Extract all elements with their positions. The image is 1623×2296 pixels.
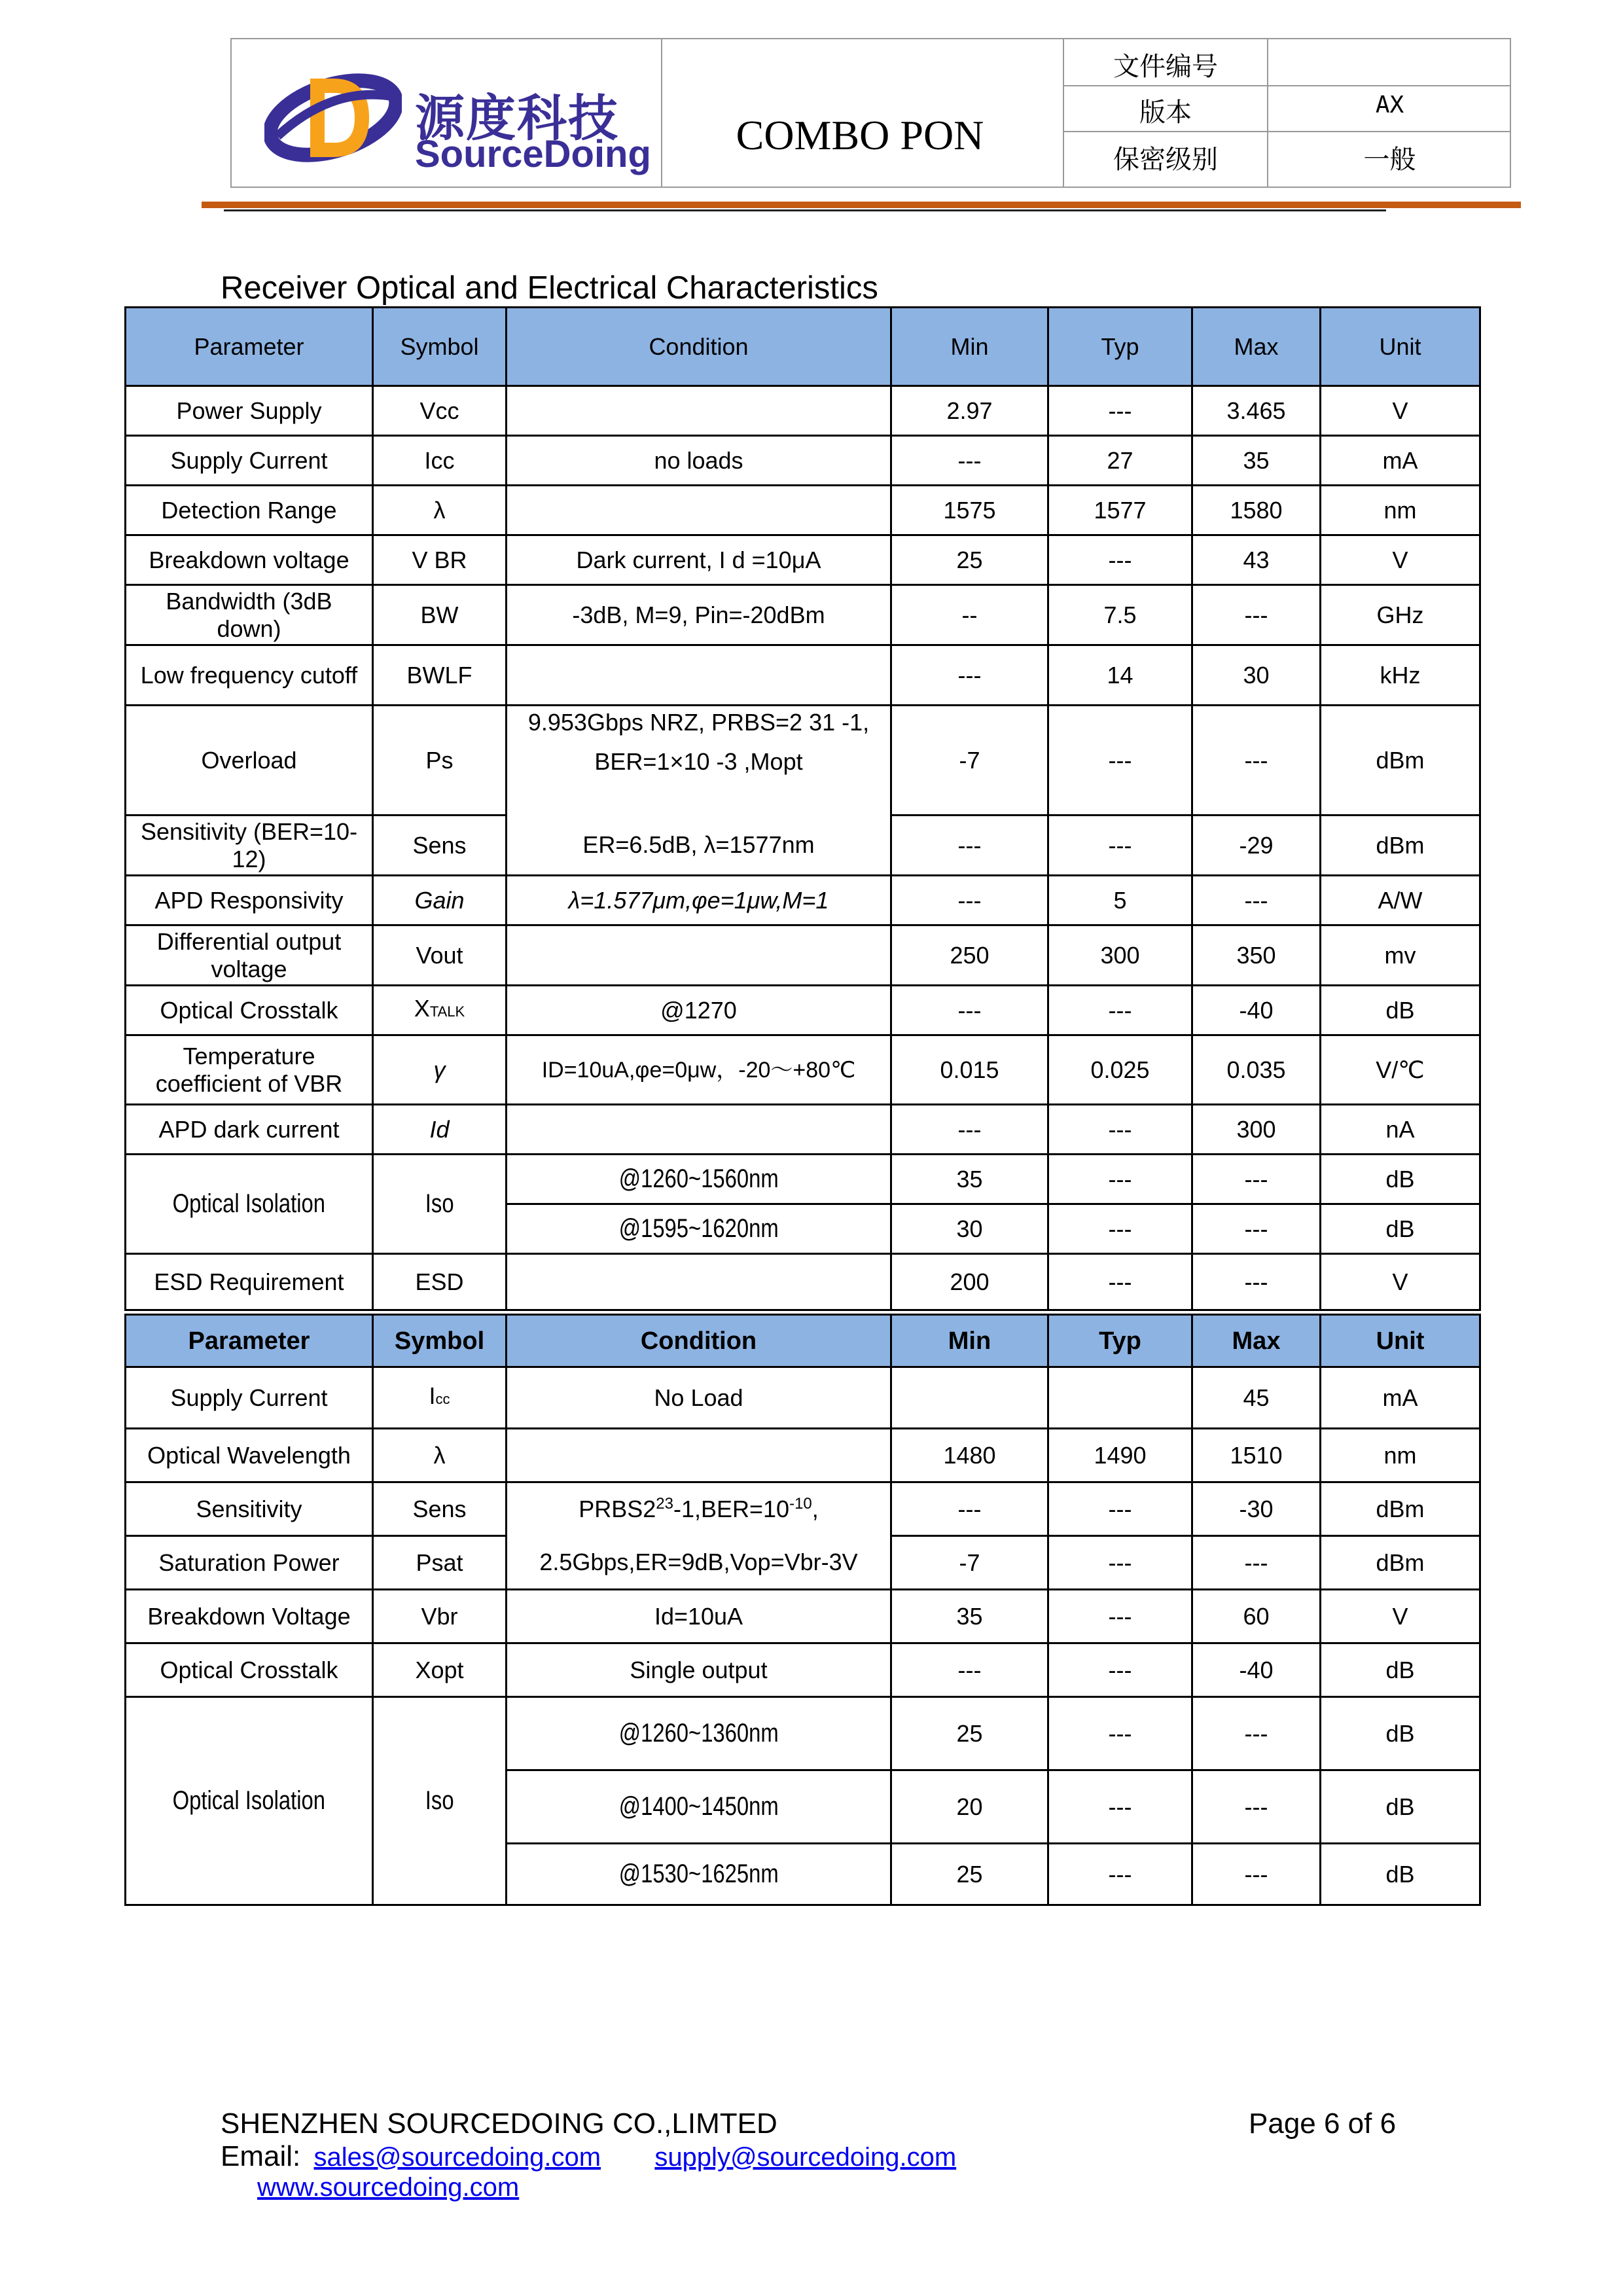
cell-unit: V	[1321, 535, 1480, 585]
cell-unit: dB	[1321, 1204, 1480, 1254]
field-label-confidentiality: 保密级别	[1113, 145, 1218, 175]
condition-text: @1260~1360nm	[618, 1719, 779, 1748]
header-min: Min	[891, 1315, 1048, 1367]
table-row	[126, 436, 1480, 486]
cell-max: 300	[1192, 1105, 1321, 1155]
cell-condition: ER=6.5dB, λ=1577nm	[507, 816, 891, 876]
table-row	[126, 1105, 1480, 1155]
cell-symbol: Sens	[373, 816, 507, 876]
cell-max: 1510	[1192, 1429, 1321, 1482]
cell-unit: V/℃	[1321, 1035, 1480, 1105]
footer-company: SHENZHEN SOURCEDOING CO.,LIMTED	[221, 2108, 777, 2140]
cell-condition: no loads	[507, 436, 891, 486]
cell-symbol: Vout	[373, 925, 507, 986]
symbol-subscript: TALK	[429, 1003, 465, 1020]
cell-condition: Id=10uA	[507, 1590, 891, 1643]
cell-typ: ---	[1048, 1204, 1192, 1254]
condition-line: BER=1×10 -3 ,Mopt	[594, 748, 803, 775]
cell-unit: dBm	[1321, 816, 1480, 876]
cell-condition	[507, 1105, 891, 1155]
cell-param: Breakdown Voltage	[126, 1590, 373, 1643]
symbol-main: I	[429, 1382, 436, 1409]
cell-symbol: Xopt	[373, 1643, 507, 1697]
cell-min: ---	[891, 986, 1048, 1035]
cell-unit: dBm	[1321, 1482, 1480, 1536]
symbol-subscript: cc	[435, 1391, 450, 1407]
cell-typ: 1577	[1048, 486, 1192, 535]
cell-min: ---	[891, 436, 1048, 486]
table-header-row	[126, 1315, 1480, 1367]
condition-text: @1260~1560nm	[618, 1164, 779, 1193]
header-min: Min	[891, 308, 1048, 386]
cell-condition	[507, 1155, 891, 1204]
cell-min: ---	[891, 876, 1048, 925]
cell-max: ---	[1192, 1844, 1321, 1905]
cell-unit: dB	[1321, 1844, 1480, 1905]
cell-param: Power Supply	[126, 386, 373, 436]
table-row	[126, 645, 1480, 706]
cell-param: Breakdown voltage	[126, 535, 373, 585]
symbol-main: X	[414, 995, 430, 1022]
cell-typ: ---	[1048, 1643, 1192, 1697]
cell-max: 350	[1192, 925, 1321, 986]
header-condition: Condition	[507, 1315, 891, 1367]
cell-min: 200	[891, 1254, 1048, 1310]
field-label-version: 版本	[1139, 98, 1192, 128]
cell-symbol: Vbr	[373, 1590, 507, 1643]
cell-condition	[507, 1254, 891, 1310]
website-link[interactable]: www.sourcedoing.com	[257, 2173, 520, 2202]
cell-typ: ---	[1048, 1254, 1192, 1310]
symbol-text: Iso	[425, 1786, 454, 1815]
cell-min: 35	[891, 1590, 1048, 1643]
cell-param: ESD Requirement	[126, 1254, 373, 1310]
cell-param: Low frequency cutoff	[126, 645, 373, 706]
cell-typ: ---	[1048, 386, 1192, 436]
footer-page-number: Page 6 of 6	[1249, 2108, 1397, 2140]
cell-unit: V	[1321, 1590, 1480, 1643]
cell-max: ---	[1192, 1536, 1321, 1590]
cell-symbol: Psat	[373, 1536, 507, 1590]
cell-symbol: Sens	[373, 1482, 507, 1536]
table-row	[126, 1254, 1480, 1310]
cell-condition	[507, 925, 891, 986]
cell-unit: dBm	[1321, 1536, 1480, 1590]
cell-typ: ---	[1048, 535, 1192, 585]
table-row	[126, 1035, 1480, 1105]
cell-symbol: λ	[373, 486, 507, 535]
header-divider	[1063, 85, 1510, 86]
cell-typ: ---	[1048, 986, 1192, 1035]
cell-min: 25	[891, 1844, 1048, 1905]
cell-condition	[507, 706, 891, 816]
cell-min: ---	[891, 1482, 1048, 1536]
cell-unit: dB	[1321, 986, 1480, 1035]
header-max: Max	[1192, 1315, 1321, 1367]
cell-typ: ---	[1048, 1590, 1192, 1643]
cell-max: ---	[1192, 1155, 1321, 1204]
table-row	[126, 816, 1480, 876]
header-rule-thin	[224, 209, 1386, 211]
table-row	[126, 1697, 1480, 1770]
cell-typ: 1490	[1048, 1429, 1192, 1482]
cell-symbol	[373, 1155, 507, 1254]
symbol-text: Iso	[425, 1189, 454, 1218]
cell-typ: 5	[1048, 876, 1192, 925]
cell-condition: Single output	[507, 1643, 891, 1697]
header-parameter: Parameter	[126, 308, 373, 386]
cell-unit: dBm	[1321, 706, 1480, 816]
table-row	[126, 925, 1480, 986]
cell-typ: ---	[1048, 1697, 1192, 1770]
table-row	[126, 876, 1480, 925]
cell-condition	[507, 1429, 891, 1482]
header-rule	[202, 202, 1521, 208]
header-parameter: Parameter	[126, 1315, 373, 1367]
cell-condition: No Load	[507, 1367, 891, 1429]
footer-website-line	[257, 2170, 519, 2203]
cell-min: -7	[891, 1536, 1048, 1590]
document-title: COMBO PON	[736, 112, 984, 158]
cell-min: 25	[891, 1697, 1048, 1770]
email-link-sales[interactable]: sales@sourcedoing.com	[313, 2143, 601, 2172]
document-header	[230, 38, 1511, 188]
header-unit: Unit	[1321, 1315, 1480, 1367]
cell-symbol: λ	[373, 1429, 507, 1482]
cell-max: 1580	[1192, 486, 1321, 535]
logo-chinese-text: 源度科技	[415, 89, 619, 147]
cell-max: 3.465	[1192, 386, 1321, 436]
cell-symbol: Vcc	[373, 386, 507, 436]
cell-max: ---	[1192, 876, 1321, 925]
cell-typ: ---	[1048, 1482, 1192, 1536]
cell-unit: dB	[1321, 1697, 1480, 1770]
condition-superscript: 23	[656, 1495, 673, 1513]
cell-unit: A/W	[1321, 876, 1480, 925]
cell-min: 1575	[891, 486, 1048, 535]
cell-unit: nm	[1321, 486, 1480, 535]
condition-text: ,	[812, 1496, 819, 1523]
cell-unit: GHz	[1321, 585, 1480, 645]
cell-max: ---	[1192, 1204, 1321, 1254]
cell-typ: ---	[1048, 1155, 1192, 1204]
cell-max: 60	[1192, 1590, 1321, 1643]
cell-max: ---	[1192, 706, 1321, 816]
cell-unit: dB	[1321, 1155, 1480, 1204]
receiver-characteristics-table	[124, 306, 1481, 1311]
table-row	[126, 1429, 1480, 1482]
cell-max: 30	[1192, 645, 1321, 706]
cell-symbol: ESD	[373, 1254, 507, 1310]
cell-condition	[507, 645, 891, 706]
field-value-version: AX	[1375, 92, 1404, 118]
cell-condition	[507, 1204, 891, 1254]
cell-param: Supply Current	[126, 1367, 373, 1429]
table-row	[126, 1482, 1480, 1536]
cell-param: APD Responsivity	[126, 876, 373, 925]
cell-min: 20	[891, 1770, 1048, 1844]
condition-text: PRBS2	[579, 1496, 656, 1523]
cell-param: Sensitivity	[126, 1482, 373, 1536]
footer-email-line	[221, 2140, 956, 2173]
cell-unit: V	[1321, 386, 1480, 436]
cell-unit: mA	[1321, 1367, 1480, 1429]
cell-unit: mv	[1321, 925, 1480, 986]
cell-param	[126, 1155, 373, 1254]
cell-param: Overload	[126, 706, 373, 816]
cell-typ: ---	[1048, 1105, 1192, 1155]
cell-symbol: γ	[373, 1035, 507, 1105]
cell-typ	[1048, 1367, 1192, 1429]
section-title: Receiver Optical and Electrical Characteristics	[221, 270, 878, 306]
cell-typ: ---	[1048, 1770, 1192, 1844]
condition-text: @1400~1450nm	[618, 1792, 779, 1821]
cell-min: --	[891, 585, 1048, 645]
cell-param	[126, 1697, 373, 1905]
cell-symbol: BW	[373, 585, 507, 645]
cell-typ: ---	[1048, 1844, 1192, 1905]
cell-unit: kHz	[1321, 645, 1480, 706]
cell-condition: ID=10uA,φe=0μw，-20～+80℃	[507, 1035, 891, 1105]
cell-min: -7	[891, 706, 1048, 816]
table-row	[126, 1590, 1480, 1643]
header-typ: Typ	[1048, 1315, 1192, 1367]
cell-condition: Dark current, I d =10μA	[507, 535, 891, 585]
cell-condition: λ=1.577μm,φe=1μw,M=1	[507, 876, 891, 925]
company-logo	[264, 59, 651, 177]
header-max: Max	[1192, 308, 1321, 386]
cell-param: Detection Range	[126, 486, 373, 535]
cell-condition: 2.5Gbps,ER=9dB,Vop=Vbr-3V	[507, 1536, 891, 1590]
table-row	[126, 486, 1480, 535]
cell-typ: 27	[1048, 436, 1192, 486]
condition-text: -1,BER=10	[673, 1496, 790, 1523]
cell-max: -30	[1192, 1482, 1321, 1536]
cell-min: ---	[891, 645, 1048, 706]
cell-condition: -3dB, M=9, Pin=-20dBm	[507, 585, 891, 645]
cell-max: ---	[1192, 1254, 1321, 1310]
second-characteristics-table	[124, 1314, 1481, 1906]
cell-min: 25	[891, 535, 1048, 585]
cell-min: 30	[891, 1204, 1048, 1254]
cell-min: 250	[891, 925, 1048, 986]
cell-param: Optical Crosstalk	[126, 1643, 373, 1697]
cell-condition	[507, 1482, 891, 1536]
cell-unit: dB	[1321, 1643, 1480, 1697]
cell-symbol: Gain	[373, 876, 507, 925]
header-unit: Unit	[1321, 308, 1480, 386]
cell-max: 45	[1192, 1367, 1321, 1429]
table-header-row	[126, 308, 1480, 386]
table-row	[126, 1536, 1480, 1590]
cell-param: Saturation Power	[126, 1536, 373, 1590]
cell-max: -29	[1192, 816, 1321, 876]
cell-symbol: Id	[373, 1105, 507, 1155]
cell-max: 35	[1192, 436, 1321, 486]
table-row	[126, 986, 1480, 1035]
condition-superscript: -10	[789, 1495, 812, 1513]
cell-symbol	[373, 986, 507, 1035]
param-text: Optical Isolation	[172, 1786, 326, 1815]
table-row	[126, 1367, 1480, 1429]
cell-min: 2.97	[891, 386, 1048, 436]
cell-typ: 0.025	[1048, 1035, 1192, 1105]
cell-typ: 300	[1048, 925, 1192, 986]
cell-symbol: Icc	[373, 436, 507, 486]
cell-condition: @1270	[507, 986, 891, 1035]
cell-symbol: BWLF	[373, 645, 507, 706]
cell-typ: ---	[1048, 816, 1192, 876]
logo-mark-icon	[264, 59, 402, 177]
cell-param: Bandwidth (3dB down)	[126, 585, 373, 645]
header-symbol: Symbol	[373, 1315, 507, 1367]
cell-param: Temperature coefficient of VBR	[126, 1035, 373, 1105]
field-label-file-number: 文件编号	[1113, 52, 1218, 82]
cell-min: 1480	[891, 1429, 1048, 1482]
cell-min	[891, 1367, 1048, 1429]
table-row	[126, 1155, 1480, 1204]
cell-symbol	[373, 1367, 507, 1429]
cell-unit: nm	[1321, 1429, 1480, 1482]
cell-max: -40	[1192, 986, 1321, 1035]
table-row	[126, 535, 1480, 585]
table-row	[126, 585, 1480, 645]
condition-text: @1530~1625nm	[618, 1859, 779, 1888]
logo-english-text: SourceDoing	[415, 133, 651, 175]
cell-condition	[507, 1770, 891, 1844]
cell-min: 0.015	[891, 1035, 1048, 1105]
param-text: Optical Isolation	[172, 1189, 326, 1218]
condition-line: 9.953Gbps NRZ, PRBS=2 31 -1,	[527, 709, 870, 736]
cell-symbol: Ps	[373, 706, 507, 816]
cell-max: ---	[1192, 1770, 1321, 1844]
cell-max: ---	[1192, 585, 1321, 645]
cell-param: Optical Crosstalk	[126, 986, 373, 1035]
cell-condition	[507, 1844, 891, 1905]
cell-typ: 7.5	[1048, 585, 1192, 645]
cell-typ: ---	[1048, 706, 1192, 816]
cell-min: ---	[891, 1105, 1048, 1155]
cell-min: 35	[891, 1155, 1048, 1204]
header-symbol: Symbol	[373, 308, 507, 386]
cell-symbol: V BR	[373, 535, 507, 585]
cell-typ: 14	[1048, 645, 1192, 706]
cell-condition	[507, 386, 891, 436]
cell-max: 43	[1192, 535, 1321, 585]
cell-typ: ---	[1048, 1536, 1192, 1590]
cell-param: Sensitivity (BER=10-12)	[126, 816, 373, 876]
header-divider	[1063, 131, 1510, 132]
cell-max: 0.035	[1192, 1035, 1321, 1105]
cell-symbol	[373, 1697, 507, 1905]
cell-param: Differential output voltage	[126, 925, 373, 986]
cell-unit: mA	[1321, 436, 1480, 486]
header-typ: Typ	[1048, 308, 1192, 386]
cell-min: ---	[891, 816, 1048, 876]
field-value-confidentiality: 一般	[1363, 145, 1416, 175]
cell-unit: V	[1321, 1254, 1480, 1310]
cell-condition	[507, 1697, 891, 1770]
footer-email-label: Email:	[221, 2140, 301, 2172]
table-row	[126, 706, 1480, 816]
cell-condition	[507, 486, 891, 535]
cell-min: ---	[891, 1643, 1048, 1697]
cell-param: Optical Wavelength	[126, 1429, 373, 1482]
cell-param: Supply Current	[126, 436, 373, 486]
header-condition: Condition	[507, 308, 891, 386]
cell-param: APD dark current	[126, 1105, 373, 1155]
email-link-supply[interactable]: supply@sourcedoing.com	[654, 2143, 957, 2172]
cell-unit: dB	[1321, 1770, 1480, 1844]
cell-unit: nA	[1321, 1105, 1480, 1155]
table-row	[126, 1643, 1480, 1697]
cell-max: -40	[1192, 1643, 1321, 1697]
cell-max: ---	[1192, 1697, 1321, 1770]
table-row	[126, 386, 1480, 436]
condition-text: @1595~1620nm	[618, 1214, 779, 1243]
